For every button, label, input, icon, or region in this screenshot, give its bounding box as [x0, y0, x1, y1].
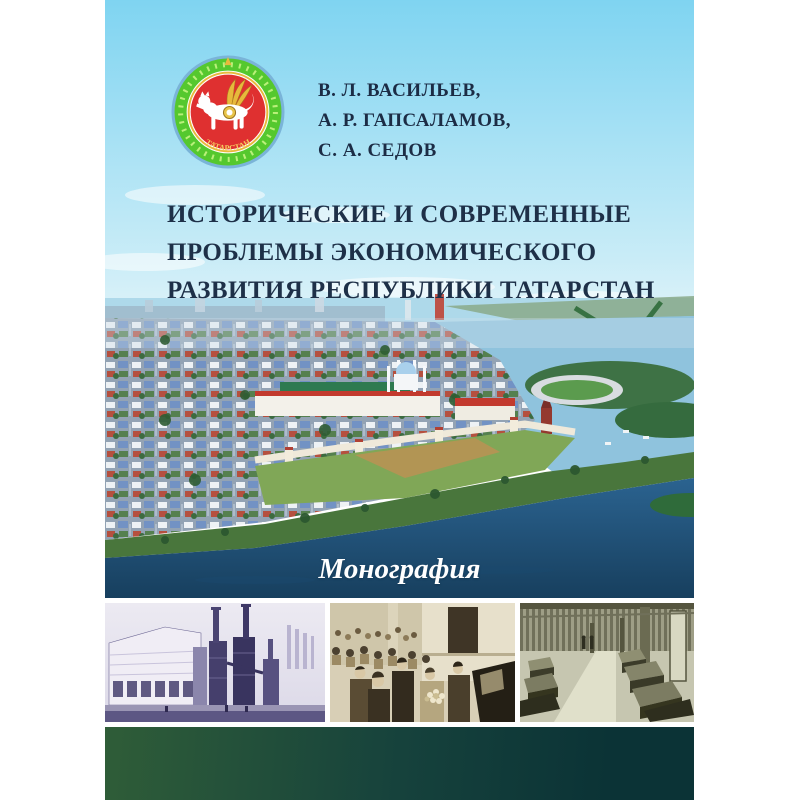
tatarstan-emblem [171, 55, 285, 169]
emblem-caption: ТАТАРСТАН [203, 137, 253, 153]
crowd-illustration [330, 603, 515, 722]
factory-illustration [105, 603, 325, 722]
title-line: РАЗВИТИЯ РЕСПУБЛИКИ ТАТАРСТАН [167, 277, 655, 304]
book-cover [105, 0, 694, 800]
title-line: ИСТОРИЧЕСКИЕ И СОВРЕМЕННЫЕ [167, 201, 632, 228]
tatarstan-coat-of-arms [171, 55, 285, 169]
title-line: ПРОБЛЕМЫ ЭКОНОМИЧЕСКОГО [167, 239, 597, 266]
crowd-photo [330, 603, 515, 722]
footer-band [105, 727, 694, 800]
author-line: В. Л. ВАСИЛЬЕВ, [318, 80, 481, 101]
workshop-photo [520, 603, 694, 722]
subtitle-monograph: Монография [318, 553, 481, 585]
authors-block [318, 76, 511, 166]
factory-photo [105, 603, 325, 722]
book-title [167, 196, 655, 310]
workshop-illustration [520, 603, 694, 722]
author-line: А. Р. ГАПСАЛАМОВ, [318, 110, 512, 131]
author-line: С. А. СЕДОВ [318, 140, 437, 161]
